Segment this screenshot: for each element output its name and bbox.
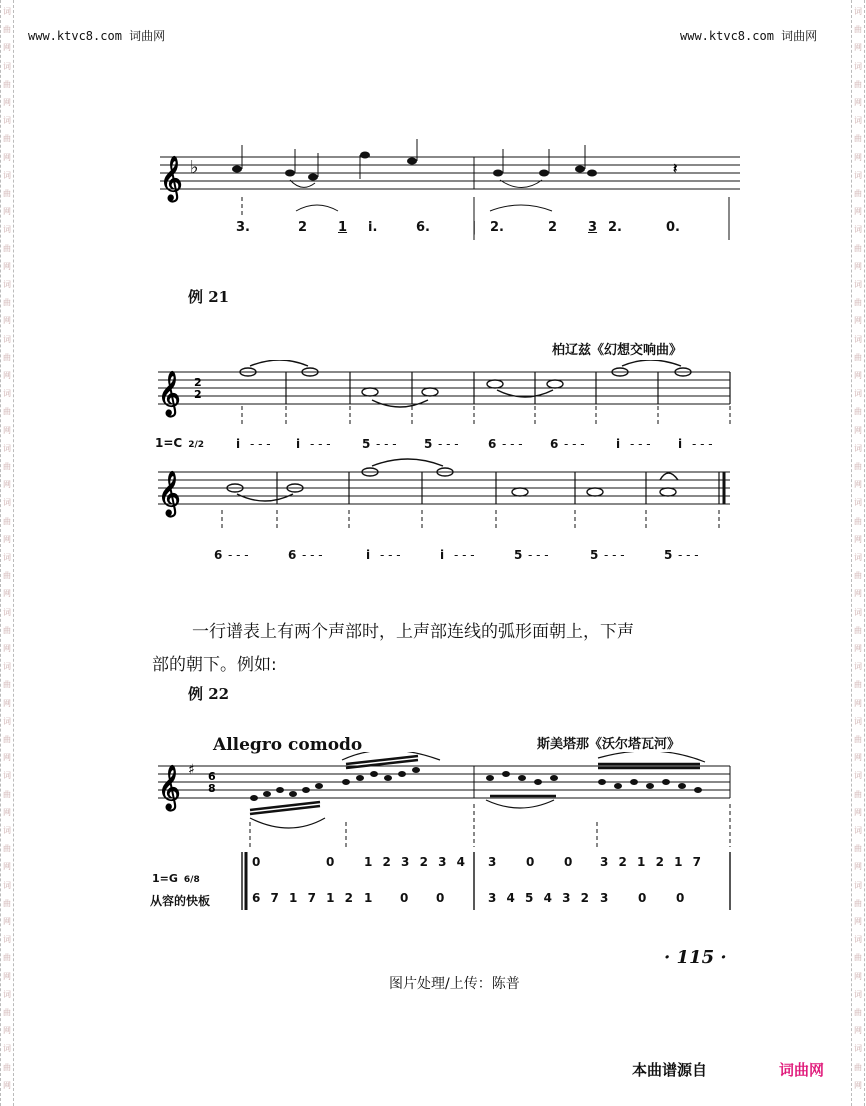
watermark-glyph: 网 [854,971,862,981]
watermark-glyph: 网 [854,917,862,926]
watermark-glyph: 曲 [854,625,862,635]
example-21-attribution: 柏辽兹《幻想交响曲》 [552,343,683,358]
example-21-numbers-row1: i - - - i - - - 5 - - - 5 - - - 6 - - - 6 - - - i - - - i - - - [236,437,713,451]
watermark-glyph: 曲 [3,735,11,744]
watermark-glyph: 曲 [3,352,11,362]
watermark-glyph: 网 [854,1080,862,1090]
watermark-glyph: 网 [3,152,11,162]
watermark-glyph: 网 [3,534,11,544]
watermark-glyph: 曲 [854,25,862,35]
page-number: · 115 · [664,947,727,968]
watermark-glyph: 网 [854,862,862,872]
watermark-glyph: 网 [3,1026,11,1036]
watermark-glyph: 曲 [854,953,862,963]
watermark-glyph: 曲 [3,134,11,144]
example-22-label: 例 22 [188,685,230,703]
header-site-left[interactable]: www.ktvc8.com 词曲网 [28,29,166,43]
watermark-glyph: 词 [3,280,11,289]
watermark-glyph: 词 [3,607,11,617]
watermark-glyph: 曲 [3,953,11,963]
svg-text:𝄞: 𝄞 [158,371,181,415]
watermark-glyph: 曲 [3,1062,11,1072]
watermark-glyph: 词 [3,116,11,126]
watermark-glyph: 词 [3,989,11,999]
watermark-glyph: 网 [854,589,862,599]
svg-text:6: 6 [208,770,216,783]
example-21-numbers-row2: 6 - - - 6 - - - i - - - i - - - 5 - - - 5 - - - 5 - - - [214,548,699,562]
watermark-glyph: 网 [3,207,11,217]
example-22-staff [150,752,740,912]
watermark-glyph: 曲 [3,79,11,89]
watermark-glyph: 网 [3,316,11,326]
example-21-key-label: 1=C 2/2 [155,436,205,450]
watermark-glyph: 网 [3,371,11,380]
upload-credit: 图片处理/上传：陈普 [389,976,520,992]
watermark-glyph: 词 [3,389,11,399]
watermark-glyph: 网 [854,753,862,763]
watermark-glyph: 网 [3,43,11,53]
watermark-glyph: 词 [854,280,862,289]
watermark-glyph: 词 [3,553,11,562]
watermark-glyph: 曲 [3,25,11,35]
watermark-glyph: 网 [3,261,11,271]
watermark-glyph: 词 [3,880,11,890]
svg-text:♭: ♭ [190,157,199,178]
watermark-glyph: 曲 [854,1062,862,1072]
watermark-glyph: 网 [854,425,862,435]
watermark-glyph: 曲 [854,1008,862,1017]
watermark-glyph: 词 [3,935,11,945]
watermark-glyph: 词 [3,61,11,71]
watermark-glyph: 词 [3,334,11,344]
watermark-glyph: 网 [3,589,11,599]
watermark-glyph: 曲 [3,844,11,854]
watermark-glyph: 词 [854,170,862,180]
watermark-glyph: 曲 [854,680,862,690]
watermark-glyph: 曲 [3,571,11,581]
watermark-glyph: 词 [3,170,11,180]
watermark-glyph: 网 [854,98,862,107]
watermark-glyph: 曲 [854,298,862,308]
watermark-glyph: 网 [3,917,11,926]
watermark-glyph: 词 [3,443,11,453]
watermark-glyph: 网 [3,971,11,981]
watermark-glyph: 网 [854,207,862,217]
watermark-glyph: 词 [854,553,862,562]
watermark-glyph: 曲 [3,243,11,253]
watermark-glyph: 网 [3,753,11,763]
watermark-glyph: 网 [3,425,11,435]
watermark-glyph: 网 [3,1080,11,1090]
svg-text:♯: ♯ [188,762,195,778]
example-22-key-label: 1=G 6/8 [152,872,200,885]
watermark-glyph: 曲 [854,462,862,471]
watermark-glyph: 词 [3,771,11,781]
watermark-glyph: 词 [3,7,11,16]
watermark-glyph: 曲 [3,789,11,799]
watermark-glyph: 词 [854,443,862,453]
watermark-glyph: 网 [854,1026,862,1036]
svg-text:𝄽: 𝄽 [673,161,678,177]
watermark-glyph: 词 [3,662,11,672]
watermark-glyph: 词 [854,389,862,399]
watermark-glyph: 网 [854,261,862,271]
watermark-glyph: 曲 [854,844,862,854]
watermark-glyph: 曲 [854,352,862,362]
watermark-glyph: 词 [854,225,862,235]
source-site-link[interactable]: 词曲网 [779,1061,825,1079]
watermark-glyph: 网 [3,644,11,653]
watermark-glyph: 曲 [3,625,11,635]
example-22-attribution: 斯美塔那《沃尔塔瓦河》 [537,737,681,752]
watermark-glyph: 网 [3,807,11,817]
watermark-glyph: 词 [3,498,11,508]
watermark-glyph: 网 [854,43,862,53]
watermark-glyph: 词 [854,826,862,835]
watermark-glyph: 词 [854,989,862,999]
watermark-glyph: 曲 [854,516,862,526]
watermark-glyph: 网 [3,480,11,490]
watermark-glyph: 词 [854,1044,862,1054]
watermark-glyph: 曲 [854,243,862,253]
watermark-glyph: 曲 [3,462,11,471]
watermark-glyph: 曲 [3,516,11,526]
paragraph-line-2: 部的朝下。例如: [152,655,277,675]
watermark-glyph: 曲 [854,79,862,89]
watermark-glyph: 词 [3,225,11,235]
watermark-glyph: 网 [3,98,11,107]
svg-text:2: 2 [194,376,202,389]
watermark-glyph: 曲 [3,407,11,417]
example-21-staves [150,360,740,570]
top-numbered-notation: 3. 2 1 i. 6. | 2. 2 3 2. 0. [236,220,680,235]
example-22-upper-voice: 0 0 1 2 3 2 3 4 3 0 0 3 2 1 2 1 7 [252,855,704,869]
svg-text:𝄞: 𝄞 [158,765,181,809]
watermark-glyph: 曲 [854,898,862,908]
example-22-tempo: Allegro comodo [213,735,363,755]
watermark-glyph: 词 [854,607,862,617]
example-22-tempo-chinese: 从容的快板 [150,894,211,908]
header-site-right[interactable]: www.ktvc8.com 词曲网 [680,29,818,43]
watermark-glyph: 词 [854,498,862,508]
svg-text:8: 8 [208,782,216,795]
watermark-glyph: 曲 [3,898,11,908]
watermark-glyph: 网 [854,534,862,544]
watermark-glyph: 曲 [3,1008,11,1017]
watermark-glyph: 曲 [854,571,862,581]
right-watermark-column [851,0,865,1106]
watermark-glyph: 曲 [854,189,862,198]
watermark-glyph: 词 [3,1044,11,1054]
watermark-glyph: 网 [854,371,862,380]
left-watermark-column [0,0,14,1106]
example-21-label: 例 21 [188,288,230,306]
watermark-glyph: 曲 [854,789,862,799]
source-label: 本曲谱源自 [632,1061,708,1079]
watermark-glyph: 曲 [3,680,11,690]
watermark-glyph: 词 [854,935,862,945]
watermark-glyph: 曲 [3,298,11,308]
watermark-glyph: 网 [854,698,862,708]
watermark-glyph: 网 [3,698,11,708]
watermark-glyph: 曲 [854,134,862,144]
watermark-glyph: 网 [854,152,862,162]
watermark-glyph: 词 [3,716,11,726]
watermark-glyph: 词 [854,7,862,16]
watermark-glyph: 词 [854,716,862,726]
watermark-glyph: 词 [854,880,862,890]
watermark-glyph: 曲 [854,407,862,417]
watermark-glyph: 词 [854,334,862,344]
watermark-glyph: 曲 [3,189,11,198]
watermark-glyph: 词 [854,662,862,672]
watermark-glyph: 曲 [854,735,862,744]
watermark-glyph: 词 [854,116,862,126]
svg-text:2: 2 [194,388,202,401]
watermark-glyph: 网 [854,316,862,326]
watermark-glyph: 网 [3,862,11,872]
example-22-lower-voice: 6 7 1 7 1 2 1 0 0 3 4 5 4 3 2 3 0 0 [252,891,685,905]
svg-text:𝄞: 𝄞 [158,471,181,515]
watermark-glyph: 词 [854,771,862,781]
svg-text:𝄞: 𝄞 [160,156,183,200]
watermark-glyph: 网 [854,480,862,490]
paragraph-line-1: 一行谱表上有两个声部时，上声部连线的弧形面朝上，下声 [192,622,634,642]
watermark-glyph: 词 [854,61,862,71]
watermark-glyph: 词 [3,826,11,835]
watermark-glyph: 网 [854,807,862,817]
watermark-glyph: 网 [854,644,862,653]
